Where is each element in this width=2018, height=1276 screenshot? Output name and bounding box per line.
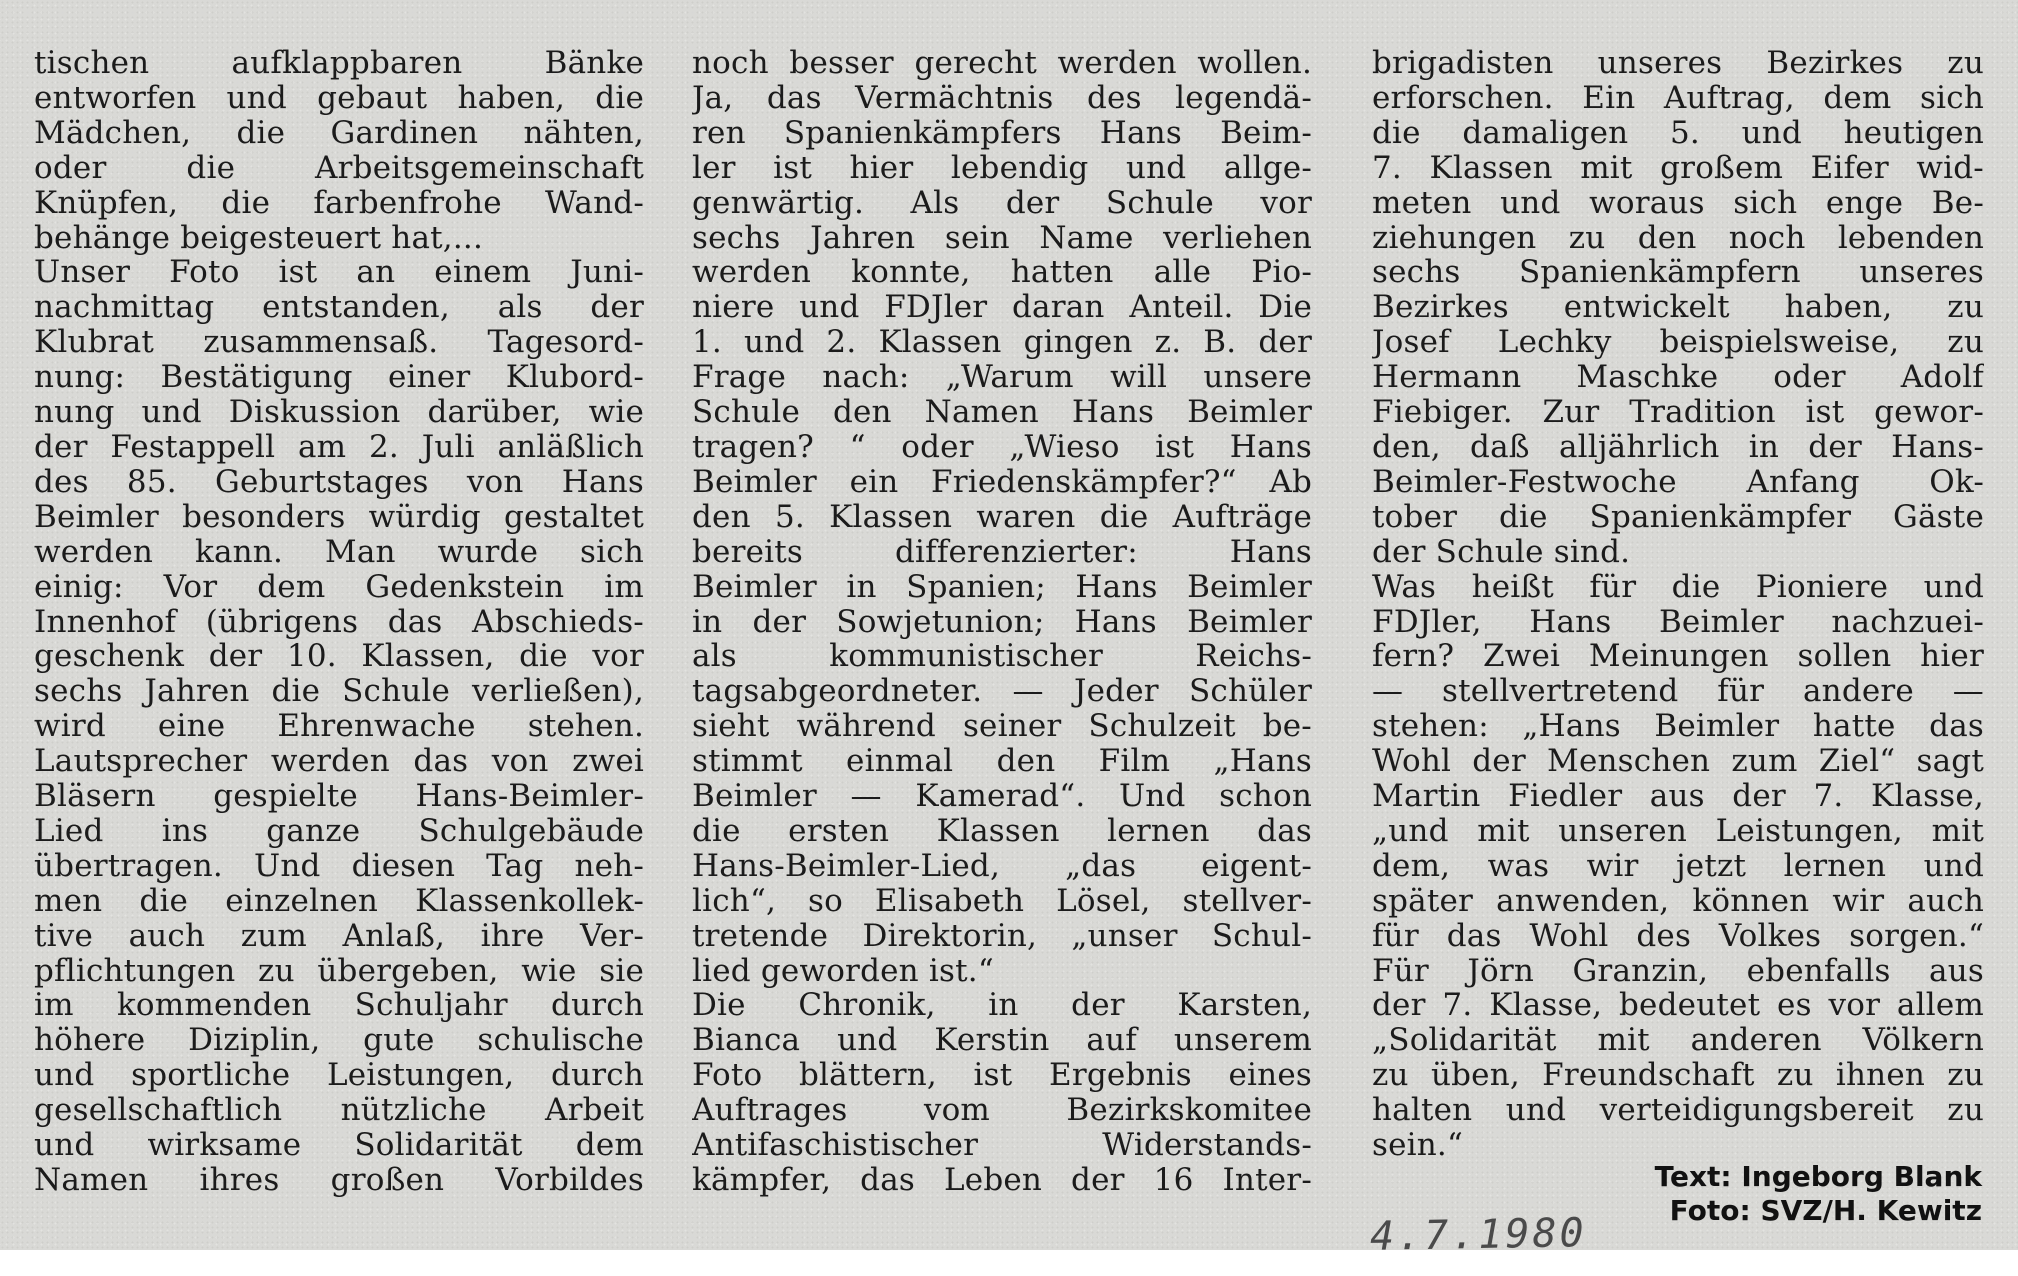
text-line: des 85. Geburtstages von Hans [34,464,644,500]
text-line: zu üben, Freundschaft zu ihnen zu [1372,1058,1984,1094]
text-line: Beimler — Kamerad“. Und schon [692,779,1312,814]
text-line: FDJler, Hans Beimler nachzuei- [1372,604,1984,640]
text-line: entworfen und gebaut haben, die [34,80,644,116]
text-line: pflichtungen zu übergeben, wie sie [34,953,644,989]
text-line: oder die Arbeitsgemeinschaft [34,150,644,186]
text-line: Knüpfen, die farbenfrohe Wand- [34,185,644,221]
text-line: und sportliche Leistungen, durch [34,1058,644,1094]
text-line: wird eine Ehrenwache stehen. [34,709,644,745]
text-line: noch besser gerecht werden wollen. [692,46,1312,81]
text-line: tagsabgeordneter. — Jeder Schüler [692,674,1312,710]
text-line: der 7. Klasse, bedeutet es vor allem [1372,988,1984,1024]
text-line: erforschen. Ein Auftrag, dem sich [1372,80,1984,116]
text-line: „und mit unseren Leistungen, mit [1372,813,1984,849]
text-line: übertragen. Und diesen Tag neh- [34,848,644,884]
text-line: und wirksame Solidarität dem [34,1128,644,1163]
text-line: — stellvertretend für andere — [1372,674,1984,710]
text-line: für das Wohl des Volkes sorgen.“ [1372,918,1984,954]
text-line: werden konnte, hatten alle Pio- [692,255,1312,291]
text-line: Foto blättern, ist Ergebnis eines [692,1058,1312,1094]
text-line: geschenk der 10. Klassen, die vor [34,639,644,675]
text-line: nung und Diskussion darüber, wie [34,395,644,430]
text-line: Lied ins ganze Schulgebäude [34,813,644,849]
text-line: meten und woraus sich enge Be- [1372,185,1984,221]
text-line: Hermann Maschke oder Adolf [1372,360,1984,396]
text-line: bereits differenzierter: Hans [692,534,1312,570]
text-line: Die Chronik, in der Karsten, [692,988,1312,1024]
text-line: ler ist hier lebendig und allge- [692,150,1312,186]
text-line: im kommenden Schuljahr durch [34,988,644,1024]
text-line: sein.“ [1372,1128,1464,1163]
text-line: Martin Fiedler aus der 7. Klasse, [1372,779,1984,814]
text-line: niere und FDJler daran Anteil. Die [692,290,1312,326]
text-line: lied geworden ist.“ [692,953,994,989]
text-line: der Schule sind. [1372,534,1631,570]
text-line: Fiebiger. Zur Tradition ist gewor- [1372,395,1984,430]
text-line: später anwenden, können wir auch [1372,883,1984,919]
text-line: stehen: „Hans Beimler hatte das [1372,709,1984,745]
text-line: Hans-Beimler-Lied, „das eigent- [692,848,1312,884]
text-line: nung: Bestätigung einer Klubord- [34,360,644,396]
text-line: tischen aufklappbaren Bänke [34,46,644,81]
text-line: Namen ihres großen Vorbildes [34,1163,644,1198]
text-line: Lautsprecher werden das von zwei [34,744,644,780]
text-line: sechs Spanienkämpfern unseres [1372,255,1984,291]
text-line: nachmittag entstanden, als der [34,290,644,326]
handwritten-date: 4.7.1980 [1369,1210,1588,1260]
article-column-2 [692,46,1312,1198]
text-line: sechs Jahren die Schule verließen), [34,674,644,710]
text-line: Klubrat zusammensaß. Tagesord- [34,325,644,361]
text-line: dem, was wir jetzt lernen und [1372,848,1984,884]
text-line: Josef Lechky beispielsweise, zu [1372,325,1984,361]
text-line: tragen? “ oder „Wieso ist Hans [692,429,1312,465]
text-line: Bezirkes entwickelt haben, zu [1372,290,1984,326]
text-line: lich“, so Elisabeth Lösel, stellver- [692,883,1312,919]
text-line: fern? Zwei Meinungen sollen hier [1372,639,1984,675]
text-line: ziehungen zu den noch lebenden [1372,220,1984,256]
text-line: Auftrages vom Bezirkskomitee [692,1093,1312,1129]
text-line: Schule den Namen Hans Beimler [692,395,1312,430]
text-line: den 5. Klassen waren die Aufträge [692,499,1312,535]
text-line: Bläsern gespielte Hans-Beimler- [34,779,644,814]
article-column-1 [34,46,644,1198]
text-line: Ja, das Vermächtnis des legendä- [692,80,1312,116]
text-line: Beimler besonders würdig gestaltet [34,499,644,535]
text-line: Was heißt für die Pioniere und [1372,569,1984,605]
text-line: tober die Spanienkämpfer Gäste [1372,499,1984,535]
text-line: Unser Foto ist an einem Juni- [34,255,644,291]
text-line: höhere Diziplin, gute schulische [34,1023,644,1059]
author-credit: Text: Ingeborg Blank [1654,1160,1982,1193]
text-line: den, daß alljährlich in der Hans- [1372,429,1984,465]
text-line: 1. und 2. Klassen gingen z. B. der [692,325,1312,361]
text-line: Beimler-Festwoche Anfang Ok- [1372,464,1984,500]
text-line: brigadisten unseres Bezirkes zu [1372,46,1984,81]
text-line: Antifaschistischer Widerstands- [692,1128,1312,1163]
text-line: werden kann. Man wurde sich [34,534,644,570]
text-line: einig: Vor dem Gedenkstein im [34,569,644,605]
text-line: Innenhof (übrigens das Abschieds- [34,604,644,640]
text-line: der Festappell am 2. Juli anläßlich [34,429,644,465]
text-line: Beimler in Spanien; Hans Beimler [692,569,1312,605]
text-line: tretende Direktorin, „unser Schul- [692,918,1312,954]
text-line: Mädchen, die Gardinen nähten, [34,115,644,151]
text-line: sechs Jahren sein Name verliehen [692,220,1312,256]
article-column-3 [1372,46,1984,1163]
text-line: Frage nach: „Warum will unsere [692,360,1312,396]
text-line: die damaligen 5. und heutigen [1372,115,1984,151]
text-line: Beimler ein Friedenskämpfer?“ Ab [692,464,1312,500]
text-line: „Solidarität mit anderen Völkern [1372,1023,1984,1059]
text-line: Wohl der Menschen zum Ziel“ sagt [1372,744,1984,780]
text-line: men die einzelnen Klassenkollek- [34,883,644,919]
text-line: sieht während seiner Schulzeit be- [692,709,1312,745]
text-line: 7. Klassen mit großem Eifer wid- [1372,150,1984,186]
text-line: Bianca und Kerstin auf unserem [692,1023,1312,1059]
text-line: in der Sowjetunion; Hans Beimler [692,604,1312,640]
text-line: ren Spanienkämpfers Hans Beim- [692,115,1312,151]
text-line: gesellschaftlich nützliche Arbeit [34,1093,644,1129]
text-line: halten und verteidigungsbereit zu [1372,1093,1984,1129]
text-line: genwärtig. Als der Schule vor [692,185,1312,221]
text-line: tive auch zum Anlaß, ihre Ver- [34,918,644,954]
text-line: stimmt einmal den Film „Hans [692,744,1312,780]
article-credits [1582,1160,1982,1228]
photo-credit: Foto: SVZ/H. Kewitz [1669,1194,1982,1227]
text-line: kämpfer, das Leben der 16 Inter- [692,1163,1312,1198]
text-line: als kommunistischer Reichs- [692,639,1312,675]
text-line: behänge beigesteuert hat,... [34,220,484,256]
text-line: die ersten Klassen lernen das [692,813,1312,849]
text-line: Für Jörn Granzin, ebenfalls aus [1372,953,1984,989]
